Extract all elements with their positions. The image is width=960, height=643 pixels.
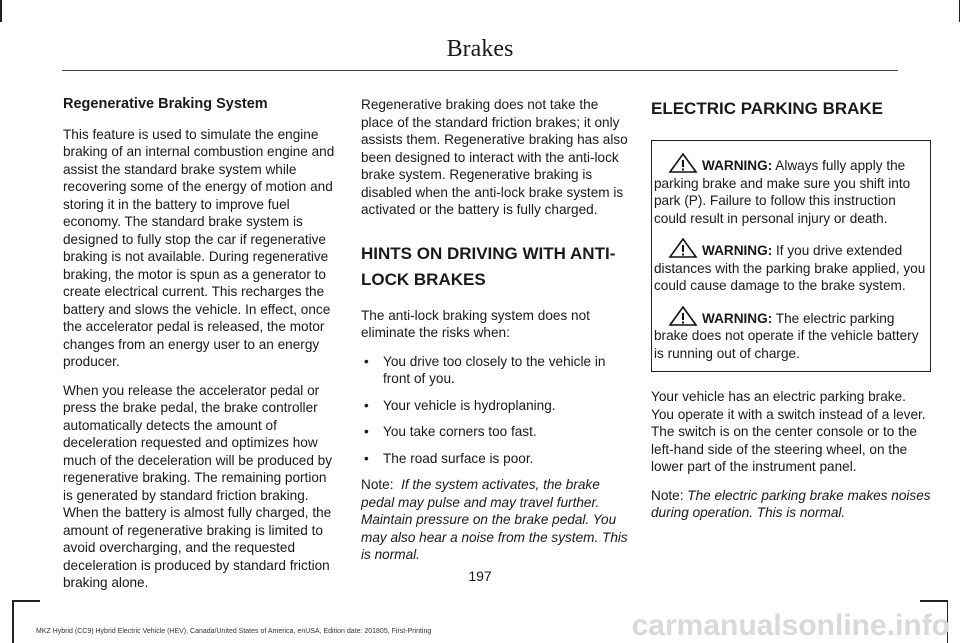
warning-3 (654, 306, 928, 363)
note-label: Note: (361, 477, 394, 492)
bullet-glyph: • (364, 353, 369, 369)
warning-text: Always fully apply the parking brake and make sure you shift into park (P). Failure to follow this instruction could result in personal injury or death. (654, 158, 911, 226)
warning-label: WARNING: (702, 310, 773, 326)
warning-box (651, 140, 931, 372)
column-left (63, 96, 340, 603)
page-number: 197 (468, 568, 492, 584)
regenerative-paragraph-1: This feature is used to simulate the engine braking of an internal combustion engine and assist the standard brake system while recovering some of the energy of motion and storing it in the battery to improve fuel economy. The standard brake system is designed to fully stop the car if regenerative braking is not available. During regenerative braking, the motor is spun as a generator to create electrical current. This recharges the battery and slows the vehicle. In effect, once the accelerator pedal is released, the motor changes from an energy user to an energy producer. (63, 126, 335, 369)
page-header-title: Brakes (446, 36, 514, 62)
list-item (361, 397, 633, 415)
regenerative-paragraph-2: When you release the accelerator pedal or press the brake pedal, the brake controller automatically detects the amount of deceleration requested and optimizes how much of the deceleration will be produced by regenerative braking. The remaining portion is generated by standard friction braking. When the battery is almost fully charged, the amount of regenerative braking is limited to avoid overcharging, and the requested deceleration is produced by standard friction braking alone. (63, 382, 333, 590)
bullet-glyph: • (364, 450, 369, 466)
column-middle (361, 96, 633, 575)
bullet-glyph: • (364, 424, 369, 439)
bullet-text: The road surface is poor. (383, 450, 534, 466)
regenerative-intro-paragraph: Regenerative braking does not take the place of the standard friction brakes; it only assists them. Regenerative braking has also been designed to interact with the anti-lock brake system. Regenerative braking is disabled when the anti-lock brake system is activated or the battery is fully charged. (361, 97, 628, 217)
watermark: carmanualsonline.info (631, 609, 950, 642)
note-text: If the system activates, the brake pedal may pulse and may travel further. Maintain pressure on the brake pedal. You may also hear a noise from the system. This is normal. (361, 477, 628, 562)
warning-text: The electric parking brake does not operate if the vehicle battery is running out of charge. (654, 310, 919, 361)
hints-heading (361, 241, 633, 293)
header-divider (62, 70, 898, 71)
crop-mark-top-left (0, 0, 2, 22)
bullet-glyph: • (364, 397, 369, 413)
crop-mark-bottom-left-v (12, 600, 14, 643)
bullet-text: You drive too closely to the vehicle in front of you. (383, 353, 606, 386)
note-label: Note: (651, 487, 684, 503)
warning-label: WARNING: (702, 243, 773, 258)
crop-mark-bottom-right-h (920, 600, 948, 602)
bullet-text: You take corners too fast. (383, 424, 537, 439)
list-item (361, 450, 633, 468)
note-text: The electric parking brake makes noises during operation. This is normal. (651, 487, 931, 520)
warning-triangle-icon (668, 238, 698, 258)
bullet-text: Your vehicle is hydroplaning. (383, 397, 556, 413)
warning-1 (654, 153, 928, 227)
crop-mark-bottom-left-h (12, 600, 40, 602)
hints-heading-line-2: LOCK BRAKES (361, 269, 486, 289)
hints-bullet-list (361, 353, 633, 468)
list-item (361, 353, 633, 388)
warning-text: If you drive extended distances with the parking brake applied, you could cause damage to the brake system. (654, 243, 926, 293)
column-right (651, 96, 931, 533)
warning-2 (654, 238, 928, 295)
hints-heading-line-1: HINTS ON DRIVING WITH ANTI- (361, 243, 616, 263)
parking-brake-note (651, 487, 931, 522)
abs-note (361, 476, 633, 564)
hints-lead-text: The anti-lock braking system does not eliminate the risks when: (361, 307, 590, 340)
list-item (361, 423, 633, 441)
electric-parking-brake-heading: ELECTRIC PARKING BRAKE (651, 99, 884, 118)
warning-triangle-icon (668, 306, 698, 326)
warning-label: WARNING: (702, 158, 773, 173)
warning-triangle-icon (668, 153, 698, 173)
parking-brake-paragraph: Your vehicle has an electric parking brake. You operate it with a switch instead of a lever. The switch is on the center console or to the left-hand side of the steering wheel, on the lower part of the instrument panel. (651, 389, 926, 474)
edition-footer: MKZ Hybrid (CC9) Hybrid Electric Vehicle (HEV), Canada/United States of America, enUSA, Edition date: 201805, First-Printing (36, 628, 432, 635)
regenerative-braking-heading: Regenerative Braking System (63, 96, 268, 112)
